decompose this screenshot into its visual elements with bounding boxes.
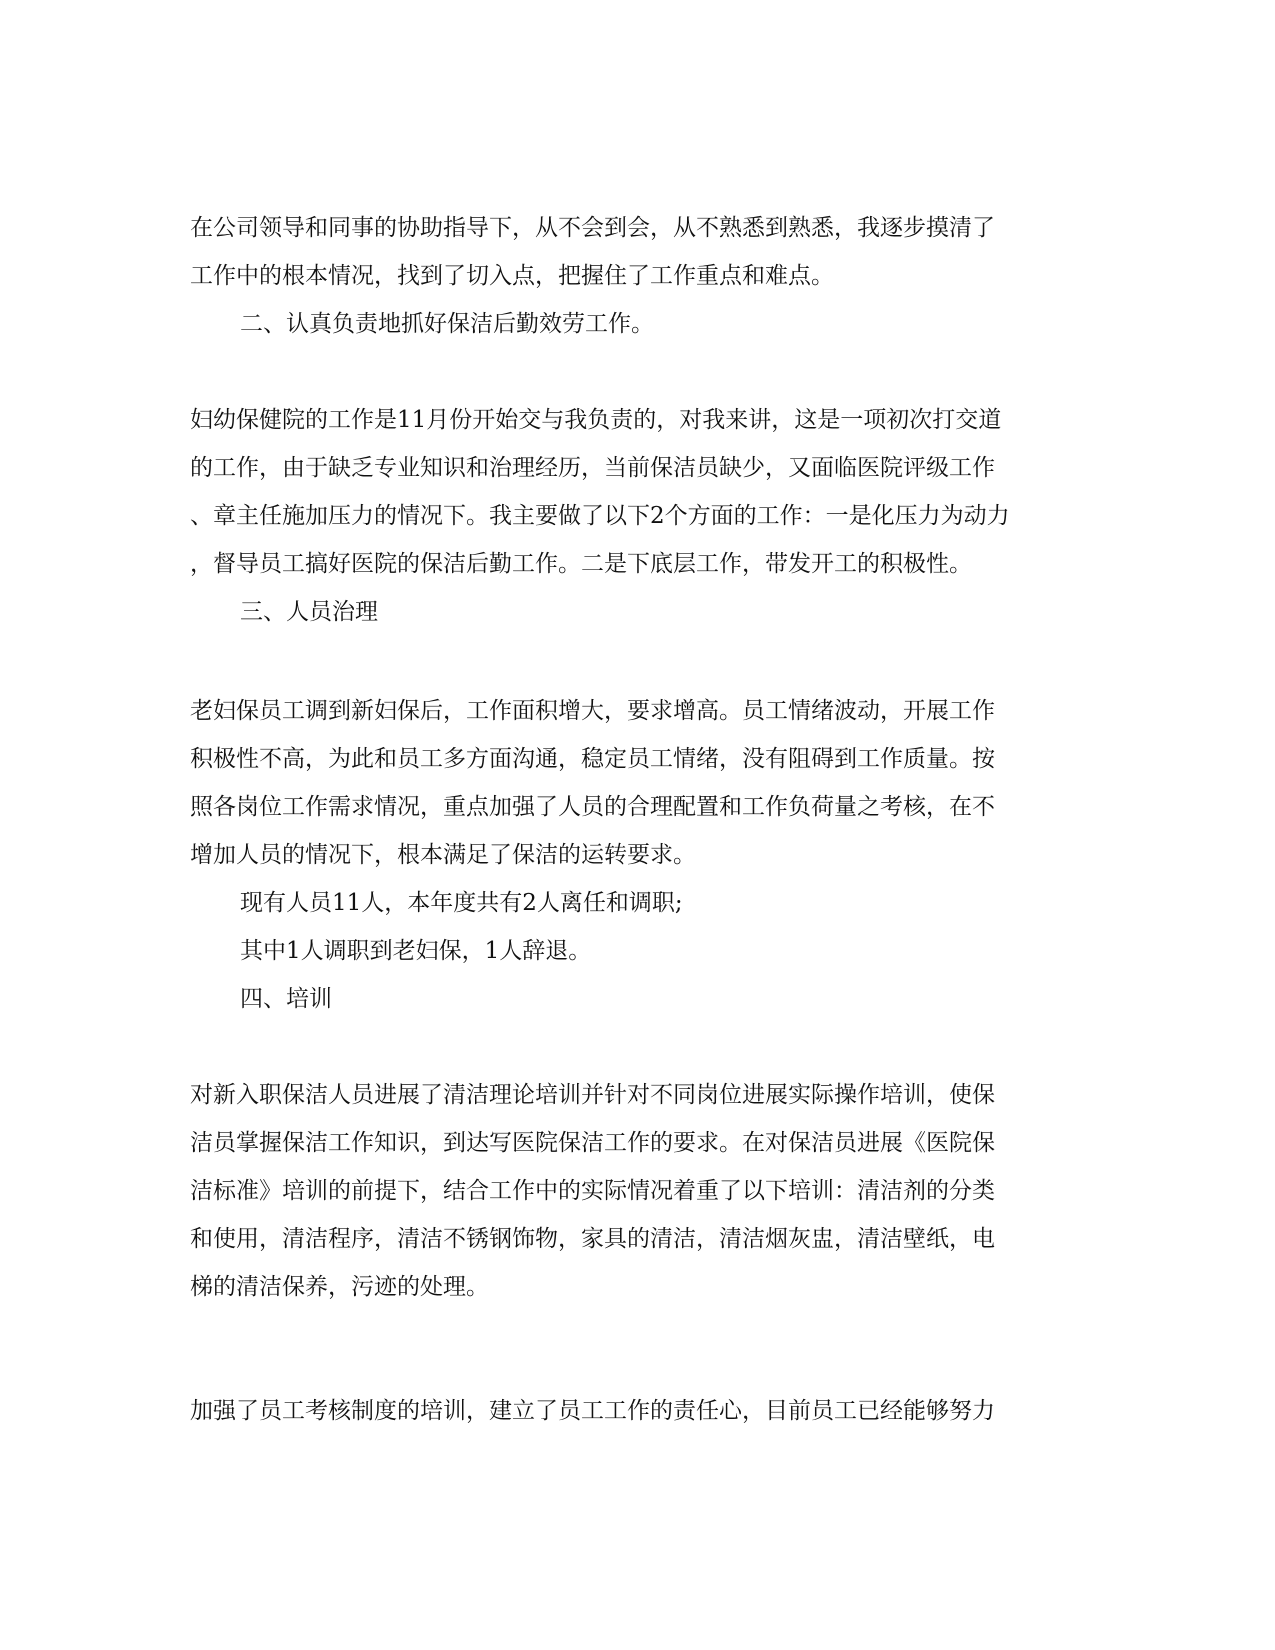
paragraph-guidance [190,204,1080,348]
paragraph-line: 照各岗位工作需求情况，重点加强了人员的合理配置和工作负荷量之考核，在不 [190,794,995,820]
section-heading-3: 三、人员治理 [240,599,378,625]
paragraph-line: 增加人员的情况下，根本满足了保洁的运转要求。 [190,842,696,868]
paragraph-staff-management [190,687,1080,1023]
section-heading-2: 二、认真负责地抓好保洁后勤效劳工作。 [240,311,654,337]
paragraph-line: 工作中的根本情况，找到了切入点，把握住了工作重点和难点。 [190,263,834,289]
paragraph-assessment [190,1387,1080,1435]
paragraph-line: 积极性不高，为此和员工多方面沟通，稳定员工情绪，没有阻碍到工作质量。按 [190,746,995,772]
staff-change-line: 其中1人调职到老妇保，1人辞退。 [240,938,592,964]
paragraph-line: 妇幼保健院的工作是11月份开始交与我负责的，对我来讲，这是一项初次打交道 [190,407,1002,433]
section-heading-4: 四、培训 [240,986,332,1012]
paragraph-line: 、章主任施加压力的情况下。我主要做了以下2个方面的工作：一是化压力为动力 [190,503,1010,529]
staff-count-line: 现有人员11人，本年度共有2人离任和调职; [240,890,683,916]
paragraph-line: 和使用，清洁程序，清洁不锈钢饰物，家具的清洁，清洁烟灰盅，清洁壁纸，电 [190,1226,995,1252]
paragraph-line: 洁标准》培训的前提下，结合工作中的实际情况着重了以下培训：清洁剂的分类 [190,1178,995,1204]
paragraph-line: 洁员掌握保洁工作知识，到达写医院保洁工作的要求。在对保洁员进展《医院保 [190,1130,995,1156]
paragraph-line: 在公司领导和同事的协助指导下，从不会到会，从不熟悉到熟悉，我逐步摸清了 [190,215,995,241]
paragraph-hospital-work [190,396,1080,636]
paragraph-line: 加强了员工考核制度的培训，建立了员工工作的责任心，目前员工已经能够努力 [190,1398,995,1424]
paragraph-line: ，督导员工搞好医院的保洁后勤工作。二是下底层工作，带发开工的积极性。 [190,551,972,577]
paragraph-line: 对新入职保洁人员进展了清洁理论培训并针对不同岗位进展实际操作培训，使保 [190,1082,995,1108]
paragraph-line: 老妇保员工调到新妇保后，工作面积增大，要求增高。员工情绪波动，开展工作 [190,698,995,724]
paragraph-line: 的工作，由于缺乏专业知识和治理经历，当前保洁员缺少，又面临医院评级工作 [190,455,995,481]
paragraph-line: 梯的清洁保养，污迹的处理。 [190,1274,489,1300]
paragraph-training [190,1071,1080,1311]
